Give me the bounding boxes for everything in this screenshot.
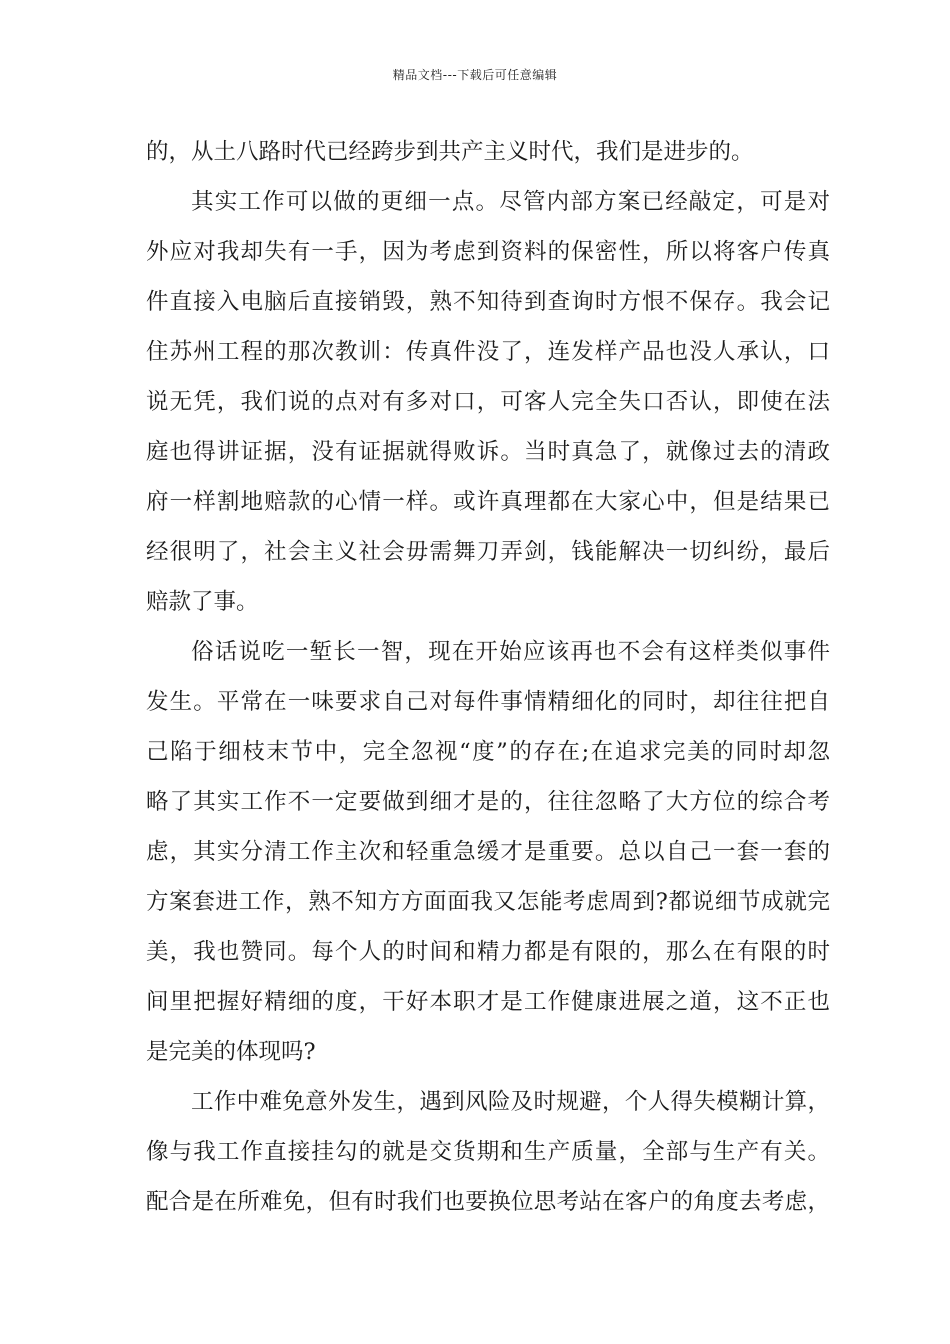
text-line: 略了其实工作不一定要做到细才是的，往往忽略了大方位的综合考	[146, 789, 830, 815]
text-line: 庭也得讲证据，没有证据就得败诉。当时真急了，就像过去的清政	[146, 439, 830, 465]
text-line: 发生。平常在一味要求自己对每件事情精细化的同时，却往往把自	[146, 689, 830, 715]
text-line: 外应对我却失有一手，因为考虑到资料的保密性，所以将客户传真	[146, 239, 830, 265]
text-line: 其实工作可以做的更细一点。尽管内部方案已经敲定，可是对	[191, 189, 830, 215]
document-body	[146, 127, 830, 1227]
text-line: 间里把握好精细的度，干好本职才是工作健康进展之道，这不正也	[146, 989, 830, 1015]
text-line: 像与我工作直接挂勾的就是交货期和生产质量，全部与生产有关。	[146, 1139, 830, 1165]
text-line: 赔款了事。	[146, 589, 259, 615]
text-line: 虑，其实分清工作主次和轻重急缓才是重要。总以自己一套一套的	[146, 839, 830, 865]
text-line: 己陷于细枝末节中，完全忽视“度”的存在;在追求完美的同时却忽	[146, 739, 830, 765]
text-line: 美，我也赞同。每个人的时间和精力都是有限的，那么在有限的时	[146, 939, 830, 965]
text-line: 府一样割地赔款的心情一样。或许真理都在大家心中，但是结果已	[146, 489, 830, 515]
text-line: 的，从土八路时代已经跨步到共产主义时代，我们是进步的。	[146, 139, 754, 165]
text-line: 方案套进工作，熟不知方方面面我又怎能考虑周到?都说细节成就完	[146, 889, 830, 915]
text-line: 工作中难免意外发生，遇到风险及时规避，个人得失模糊计算，	[191, 1089, 830, 1115]
text-line: 说无凭，我们说的点对有多对口，可客人完全失口否认，即使在法	[146, 389, 830, 415]
text-line: 住苏州工程的那次教训：传真件没了，连发样产品也没人承认，口	[146, 339, 830, 365]
text-line: 经很明了，社会主义社会毋需舞刀弄剑，钱能解决一切纠纷，最后	[146, 539, 830, 565]
text-line: 配合是在所难免，但有时我们也要换位思考站在客户的角度去考虑，	[146, 1189, 830, 1215]
text-line: 是完美的体现吗?	[146, 1039, 316, 1065]
text-line: 俗话说吃一堑长一智，现在开始应该再也不会有这样类似事件	[191, 639, 830, 665]
text-line: 件直接入电脑后直接销毁，熟不知待到查询时方恨不保存。我会记	[146, 289, 830, 315]
page-header: 精品文档---下载后可任意编辑	[392, 68, 558, 82]
